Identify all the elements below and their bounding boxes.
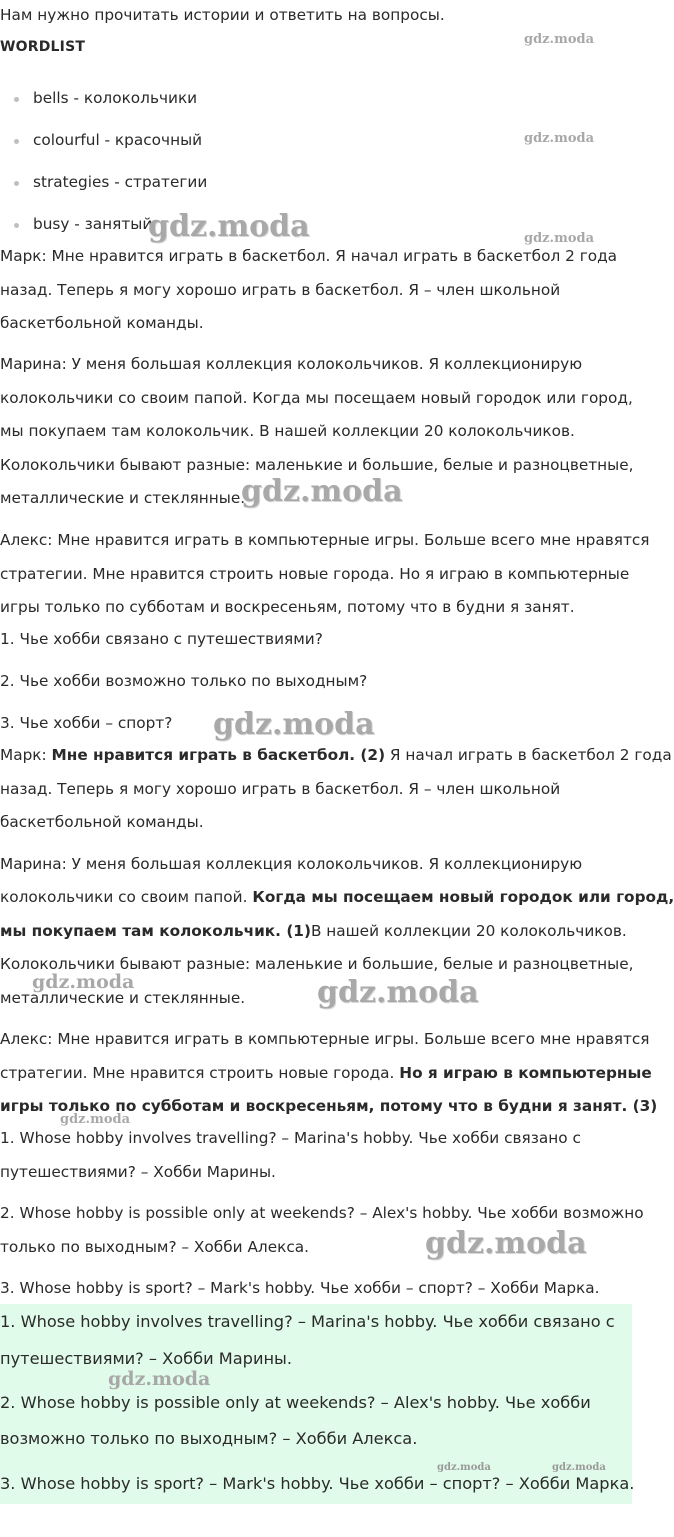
- final-answer-line: 2. Whose hobby is possible only at weekends? – Alex's hobby. Чье хобби: [0, 1393, 591, 1412]
- highlighted-line: [0, 1064, 652, 1082]
- watermark: gdz.moda: [437, 1462, 491, 1473]
- highlighted-line: [0, 1097, 657, 1115]
- final-answer-box: [0, 1304, 635, 1504]
- watermark: gdz.moda: [524, 231, 595, 246]
- answer-line: только по выходным? – Хобби Алекса.: [0, 1238, 309, 1256]
- answer-line: 3. Whose hobby is sport? – Mark's hobby. Чье хобби – спорт? – Хобби Марка.: [0, 1279, 600, 1297]
- watermark: gdz.moda: [60, 1112, 131, 1127]
- watermark: gdz.moda: [317, 975, 479, 1010]
- watermark: gdz.moda: [425, 1226, 587, 1261]
- bullet-icon: [14, 139, 19, 144]
- watermark: gdz.moda: [213, 707, 375, 742]
- highlighted-line: назад. Теперь я могу хорошо играть в баскетбол. Я – член школьной: [0, 780, 561, 798]
- answer-line: 1. Whose hobby involves travelling? – Marina's hobby. Чье хобби связано с: [0, 1129, 581, 1147]
- story-line: стратегии. Мне нравится строить новые города. Но я играю в компьютерные: [0, 565, 630, 583]
- story-line: колокольчики со своим папой. Когда мы посещаем новый городок или город,: [0, 389, 633, 407]
- highlighted-line: Марина: У меня большая коллекция колокольчиков. Я коллекционирую: [0, 855, 583, 873]
- bullet-icon: [14, 97, 19, 102]
- watermark: gdz.moda: [32, 971, 135, 993]
- plain-phrase: колокольчики со своим папой.: [0, 888, 253, 906]
- plain-phrase: стратегии. Мне нравится строить новые города.: [0, 1064, 400, 1082]
- final-answer-line: 3. Whose hobby is sport? – Mark's hobby. Чье хобби – спорт? – Хобби Марка.: [0, 1474, 635, 1493]
- bold-phrase: Но я играю в компьютерные: [399, 1064, 652, 1082]
- story-line: Марк: Мне нравится играть в баскетбол. Я начал играть в баскетбол 2 года: [0, 247, 618, 265]
- highlighted-line: Колокольчики бывают разные: маленькие и большие, белые и разноцветные,: [0, 955, 634, 973]
- highlighted-line: [0, 746, 672, 764]
- speaker-name: Марк:: [0, 746, 52, 764]
- watermark: gdz.moda: [524, 32, 595, 47]
- wordlist-item: colourful - красочный: [33, 131, 203, 149]
- story-line: баскетбольной команды.: [0, 314, 204, 332]
- answer-line: 2. Whose hobby is possible only at weekends? – Alex's hobby. Чье хобби возможно: [0, 1204, 644, 1222]
- story-line: назад. Теперь я могу хорошо играть в баскетбол. Я – член школьной: [0, 281, 561, 299]
- bold-phrase: игры только по субботам и воскресеньям, потому что в будни я занят. (3): [0, 1097, 658, 1115]
- final-answer-line: путешествиями? – Хобби Марины.: [0, 1349, 292, 1368]
- watermark: gdz.moda: [524, 131, 595, 146]
- question-item: 3. Чье хобби – спорт?: [0, 714, 173, 732]
- watermark: gdz.moda: [241, 474, 403, 509]
- bold-phrase: Когда мы посещаем новый городок или город,: [252, 888, 674, 906]
- story-line: металлические и стеклянные.: [0, 489, 246, 507]
- story-line: Алекс: Мне нравится играть в компьютерные игры. Больше всего мне нравятся: [0, 531, 650, 549]
- watermark: gdz.moda: [108, 1368, 211, 1390]
- question-item: 1. Чье хобби связано с путешествиями?: [0, 630, 323, 648]
- highlighted-line: Алекс: Мне нравится играть в компьютерные игры. Больше всего мне нравятся: [0, 1030, 650, 1048]
- story-line: Колокольчики бывают разные: маленькие и большие, белые и разноцветные,: [0, 456, 634, 474]
- bullet-icon: [14, 223, 19, 228]
- story-line: игры только по субботам и воскресеньям, потому что в будни я занят.: [0, 598, 575, 616]
- wordlist-item: bells - колокольчики: [33, 89, 198, 107]
- watermark: gdz.moda: [148, 209, 310, 244]
- highlighted-line: металлические и стеклянные.: [0, 989, 246, 1007]
- watermark: gdz.moda: [552, 1462, 606, 1473]
- question-item: 2. Чье хобби возможно только по выходным?: [0, 672, 368, 690]
- wordlist-heading: WORDLIST: [0, 39, 86, 55]
- answer-line: путешествиями? – Хобби Марины.: [0, 1163, 276, 1181]
- bold-phrase: мы покупаем там колокольчик. (1): [0, 922, 311, 940]
- highlighted-line: [0, 888, 674, 906]
- story-line: Марина: У меня большая коллекция колокольчиков. Я коллекционирую: [0, 355, 583, 373]
- plain-phrase: Я начал играть в баскетбол 2 года: [385, 746, 672, 764]
- intro-text: Нам нужно прочитать истории и ответить на вопросы.: [0, 6, 445, 24]
- bold-phrase: Мне нравится играть в баскетбол. (2): [51, 746, 386, 764]
- highlighted-line: баскетбольной команды.: [0, 813, 204, 831]
- highlighted-line: [0, 922, 627, 940]
- final-answer-line: 1. Whose hobby involves travelling? – Marina's hobby. Чье хобби связано с: [0, 1312, 615, 1331]
- story-line: мы покупаем там колокольчик. В нашей коллекции 20 колокольчиков.: [0, 422, 575, 440]
- wordlist-item: strategies - стратегии: [33, 173, 208, 191]
- final-answer-line: возможно только по выходным? – Хобби Алекса.: [0, 1429, 418, 1448]
- bullet-icon: [14, 181, 19, 186]
- plain-phrase: В нашей коллекции 20 колокольчиков.: [310, 922, 627, 940]
- wordlist-item: busy - занятый: [33, 215, 153, 233]
